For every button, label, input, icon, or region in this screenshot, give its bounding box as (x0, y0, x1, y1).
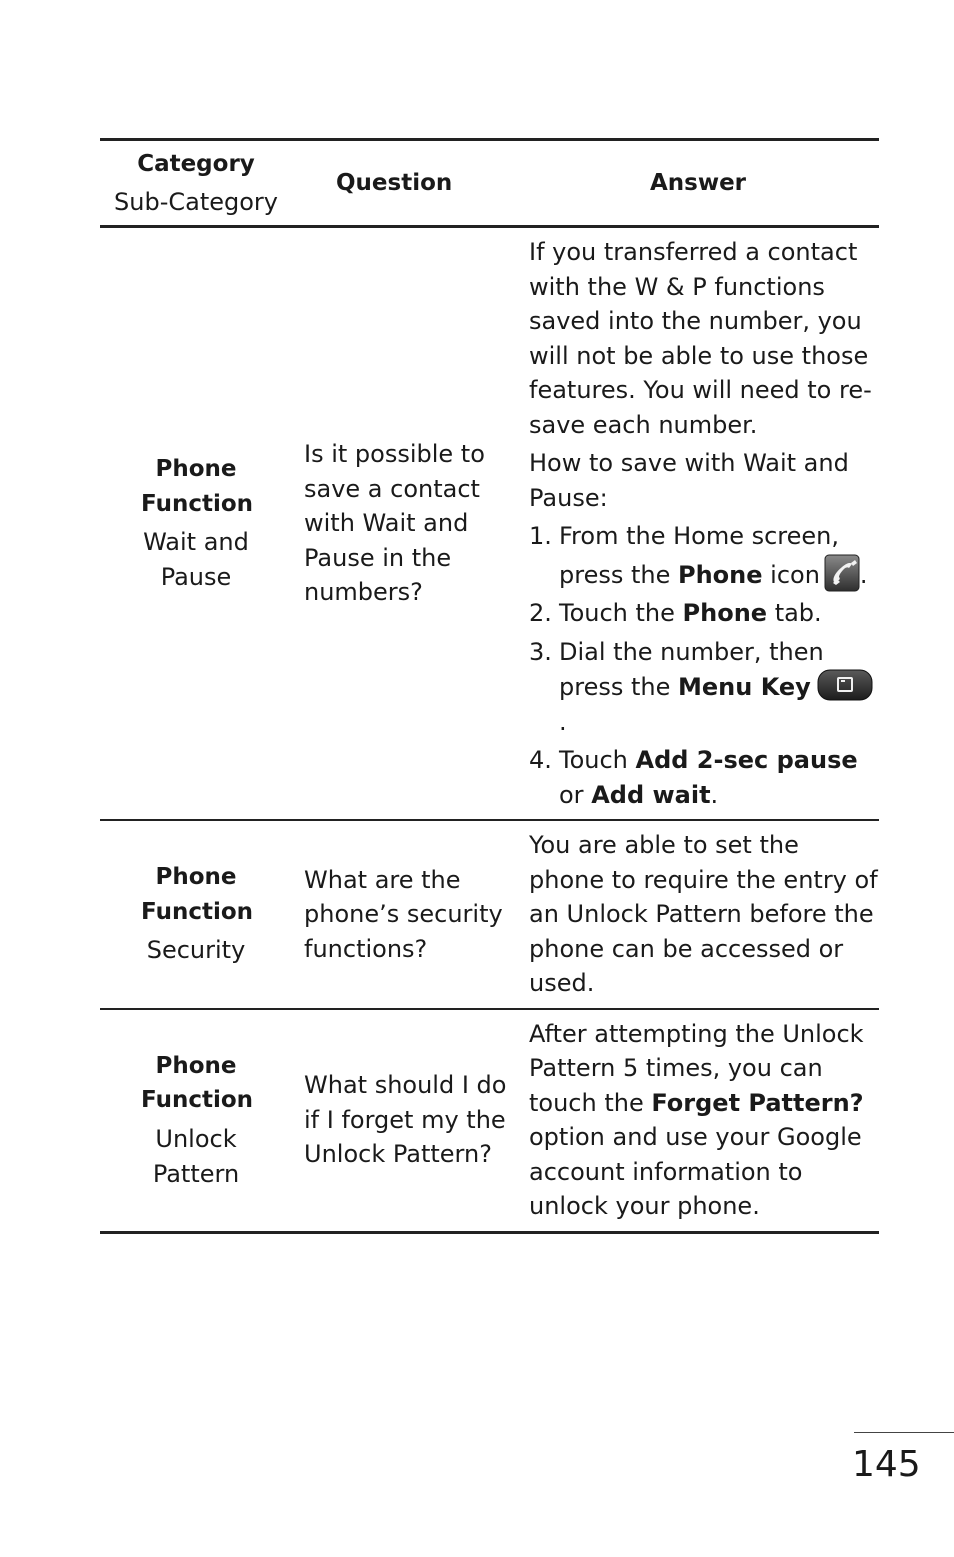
header-category (100, 140, 292, 227)
step-number: 4. (529, 746, 552, 774)
header-category-label: Category (137, 151, 255, 177)
step-item (529, 743, 879, 812)
row-answer-cell (517, 1009, 879, 1233)
sub-category-line: Security (146, 936, 246, 965)
table-row (100, 1009, 879, 1233)
step-bold-term: Add wait (591, 780, 711, 809)
category-name (100, 452, 292, 521)
header-row (100, 140, 879, 227)
step-number: 2. (529, 599, 552, 627)
row-question-cell: What are the phone’s security functions? (304, 865, 503, 963)
table-header (100, 140, 879, 227)
category-text: Phone Function (141, 456, 254, 517)
step-text-part: Dial the number, then press the (559, 637, 824, 701)
category-name (100, 860, 292, 929)
sub-category-line: Unlock (155, 1124, 237, 1153)
step-text-part: tab. (767, 599, 822, 627)
row-answer-cell (517, 227, 879, 821)
step-number: 1. (529, 522, 552, 550)
step-bold-term: Menu Key (678, 673, 811, 701)
sub-category-line: Pattern (152, 1159, 240, 1188)
answer-bold-term: Forget Pattern? (651, 1088, 864, 1117)
row-question-cell: What should I do if I forget my the Unlock Pattern? (304, 1071, 507, 1169)
row-category-cell (100, 1009, 292, 1233)
step-bold-term: Phone (678, 560, 763, 589)
answer-paragraph (529, 1017, 879, 1224)
step-text-part: icon (762, 560, 820, 589)
answer-paragraph: You are able to set the phone to require the entry of an Unlock Pattern before the phone can be accessed or used. (529, 831, 878, 997)
step-text-part: . (859, 560, 868, 589)
category-name (100, 1049, 292, 1118)
header-question: Question (336, 170, 453, 196)
step-item (529, 596, 879, 631)
step-text (559, 596, 879, 631)
answer-text-part: option and use your Google account information to unlock your phone. (529, 1123, 862, 1220)
page-number-rule (854, 1432, 954, 1433)
step-item (529, 519, 879, 592)
step-text-part: Touch (559, 746, 636, 774)
table-row (100, 227, 879, 821)
step-text-part: or (559, 780, 592, 809)
step-item (529, 635, 879, 740)
phone-icon (824, 554, 860, 592)
step-text (559, 635, 879, 740)
step-number: 3. (529, 637, 552, 666)
step-text (559, 519, 879, 592)
step-bold-term: Add 2-sec pause (635, 746, 858, 774)
menu-key-icon (817, 669, 873, 701)
sub-category-line: Pause (160, 563, 232, 591)
header-answer: Answer (649, 170, 747, 196)
step-text-part: Touch the (559, 599, 683, 627)
category-text: Phone Function (141, 864, 254, 925)
page-number: 145 (852, 1444, 921, 1485)
answer-paragraph: If you transferred a contact with the W & P functions saved into the number, you will not be able to use those features. You will need to re-save each number. (529, 238, 872, 439)
faq-table (100, 138, 879, 1234)
answer-paragraph: How to save with Wait and Pause: (529, 449, 849, 512)
step-text (559, 743, 879, 812)
category-text: Phone Function (141, 1052, 254, 1113)
header-sub-category-label: Sub-Category (114, 188, 278, 216)
steps-list (529, 519, 879, 812)
step-text-part: . (710, 780, 719, 809)
row-question-cell: Is it possible to save a contact with Wait and Pause in the numbers? (304, 440, 485, 607)
step-bold-term: Phone (682, 599, 768, 627)
step-text-part: From the Home screen, press the (559, 522, 840, 589)
step-text-part: . (559, 707, 567, 736)
row-category-cell (100, 820, 292, 1009)
row-answer-cell (517, 820, 879, 1009)
sub-category-line: Wait and (143, 528, 249, 556)
row-category-cell (100, 227, 292, 821)
table-row (100, 820, 879, 1009)
answer-text-part: After attempting the Unlock Pattern 5 times, you can touch the (529, 1019, 864, 1117)
